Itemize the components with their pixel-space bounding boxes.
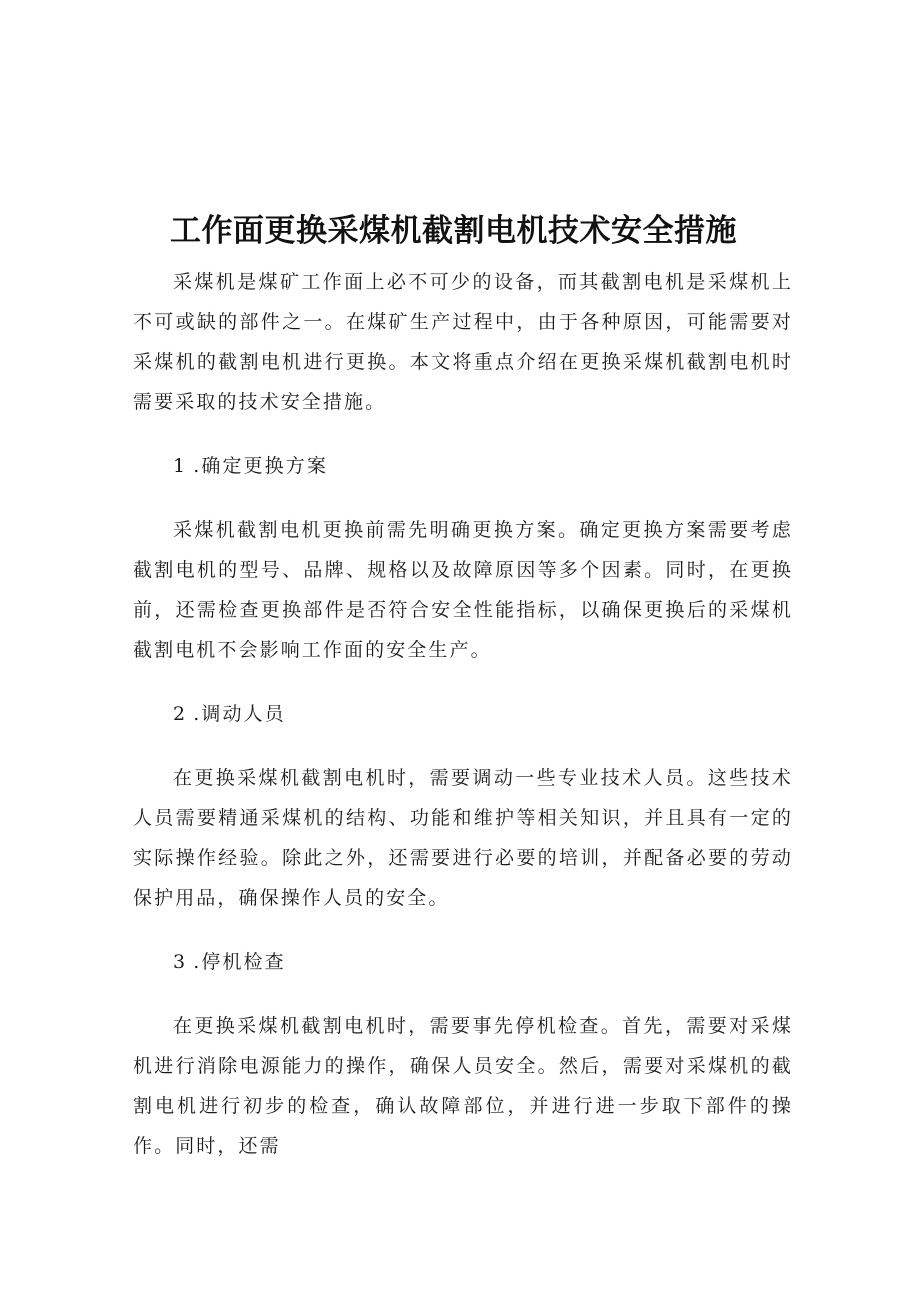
- section-heading: [173, 694, 793, 734]
- section-number: 2: [173, 703, 188, 725]
- section-title: .调动人员: [193, 703, 286, 725]
- document-title: 工作面更换采煤机截割电机技术安全措施: [170, 213, 737, 249]
- section-title: .停机检查: [193, 951, 286, 973]
- section-heading: [173, 942, 793, 982]
- intro-paragraph: 采煤机是煤矿工作面上必不可少的设备，而其截割电机是采煤机上不可或缺的部件之一。在煤矿生产过程中，由于各种原因，可能需要对采煤机的截割电机进行更换。本文将重点介绍在更换采煤机截割电机时需要采取的技术安全措施。: [133, 271, 793, 413]
- section-number: 3: [173, 951, 188, 973]
- section-1: [133, 446, 793, 670]
- section-body: 在更换采煤机截割电机时，需要事先停机检查。首先，需要对采煤机进行消除电源能力的操作，确保人员安全。然后，需要对采煤机的截割电机进行初步的检查，确认故障部位，并进行进一步取下部件的操作。同时，还需: [133, 1015, 793, 1157]
- section-number: 1: [173, 455, 188, 477]
- document-page: [133, 206, 793, 1166]
- section-3: [133, 942, 793, 1166]
- section-heading: [173, 446, 793, 486]
- section-body: 在更换采煤机截割电机时，需要调动一些专业技术人员。这些技术人员需要精通采煤机的结构、功能和维护等相关知识，并且具有一定的实际操作经验。除此之外，还需要进行必要的培训，并配备必要的劳动保护用品，确保操作人员的安全。: [133, 767, 793, 909]
- section-body: 采煤机截割电机更换前需先明确更换方案。确定更换方案需要考虑截割电机的型号、品牌、规格以及故障原因等多个因素。同时，在更换前，还需检查更换部件是否符合安全性能指标，以确保更换后的采煤机截割电机不会影响工作面的安全生产。: [133, 519, 793, 661]
- section-2: [133, 694, 793, 918]
- section-title: .确定更换方案: [193, 455, 328, 477]
